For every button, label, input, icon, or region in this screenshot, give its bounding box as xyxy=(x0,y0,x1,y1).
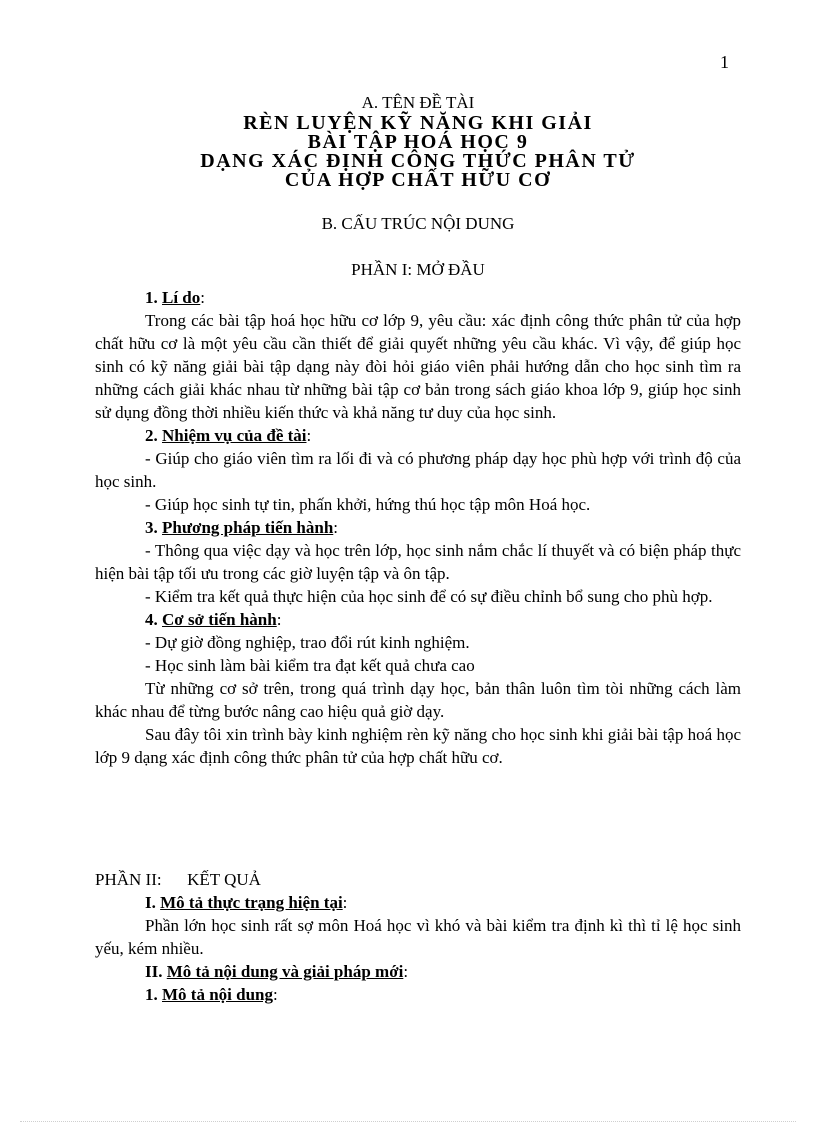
paragraph-sau-day: Sau đây tôi xin trình bày kinh nghiệm rèn kỹ năng cho học sinh khi giải bài tập hoá học lớp 9 dạng xác định công thức phân tử của hợp chất hữu cơ. xyxy=(95,725,741,767)
part1-title: PHẦN I: MỞ ĐẦU xyxy=(351,260,485,279)
heading-nhiem-vu: 2. Nhiệm vụ của đề tài: xyxy=(145,426,312,445)
paragraph-phuong-phap-1: - Thông qua việc dạy và học trên lớp, học sinh nắm chắc lí thuyết và có biện pháp thực hiện bài tập tối ưu trong các giờ luyện tập và ôn tập. xyxy=(95,541,741,583)
paragraph-thuc-trang: Phần lớn học sinh rất sợ môn Hoá học vì khó và bài kiểm tra định kì thì tỉ lệ học sinh yếu, kém nhiều. xyxy=(95,916,741,958)
heading-li-do: 1. Lí do: xyxy=(145,288,206,307)
title-label: A. TÊN ĐỀ TÀI xyxy=(361,93,475,112)
title-line-1: RÈN LUYỆN KỸ NĂNG KHI GIẢI xyxy=(243,112,593,134)
paragraph-tu-nhung: Từ những cơ sở trên, trong quá trình dạy học, bản thân luôn tìm tòi những cách làm khác nhau để từng bước nâng cao hiệu quả giờ dạy. xyxy=(95,679,741,721)
paragraph-nhiem-vu-1: - Giúp cho giáo viên tìm ra lối đi và có phương pháp dạy học phù hợp với trình độ của học sinh. xyxy=(95,449,741,491)
title-block xyxy=(0,92,816,190)
spacer xyxy=(95,769,741,868)
heading-phuong-phap: 3. Phương pháp tiến hành: xyxy=(145,518,339,537)
paragraph-co-so-2: - Học sinh làm bài kiểm tra đạt kết quả chưa cao xyxy=(145,656,475,675)
title-line-2: BÀI TẬP HOÁ HỌC 9 xyxy=(307,131,529,153)
heading-noi-dung-giai-phap: II. Mô tả nội dung và giải pháp mới: xyxy=(145,962,409,981)
paragraph-nhiem-vu-2: - Giúp học sinh tự tin, phấn khởi, hứng thú học tập môn Hoá học. xyxy=(145,495,591,514)
paragraph-phuong-phap-2: - Kiểm tra kết quả thực hiện của học sinh để có sự điều chỉnh bổ sung cho phù hợp. xyxy=(145,587,713,606)
document-body xyxy=(95,286,741,1006)
heading-mo-ta-noi-dung: 1. Mô tả nội dung: xyxy=(145,985,278,1004)
page-number: 1 xyxy=(720,52,729,72)
title-line-3: DẠNG XÁC ĐỊNH CÔNG THỨC PHÂN TỬ xyxy=(200,150,636,172)
paragraph-li-do: Trong các bài tập hoá học hữu cơ lớp 9, yêu cầu: xác định công thức phân tử của hợp chất hữu cơ là một yêu cầu cần thiết để giải quyết những yêu cầu khác. Vì vậy, để giúp học sinh có kỹ năng giải bài tập dạng này đòi hỏi giáo viên phải hướng dẫn cho học sinh tìm ra những cách giải khác nhau từ những bài tập cơ bản trong sách giáo khoa lớp 9, giúp học sinh sử dụng đồng thời nhiều kiến thức và khả năng tư duy của học sinh. xyxy=(95,311,741,422)
section-b-heading: B. CẤU TRÚC NỘI DUNG xyxy=(321,214,515,233)
heading-thuc-trang: I. Mô tả thực trạng hiện tại: xyxy=(145,893,348,912)
part2-title: PHẦN II: KẾT QUẢ xyxy=(95,870,261,889)
paragraph-co-so-1: - Dự giờ đồng nghiệp, trao đổi rút kinh nghiệm. xyxy=(145,633,470,652)
heading-co-so: 4. Cơ sở tiến hành: xyxy=(145,610,282,629)
page-bottom-divider xyxy=(20,1121,796,1122)
title-line-4: CỦA HỢP CHẤT HỮU CƠ xyxy=(284,169,552,191)
